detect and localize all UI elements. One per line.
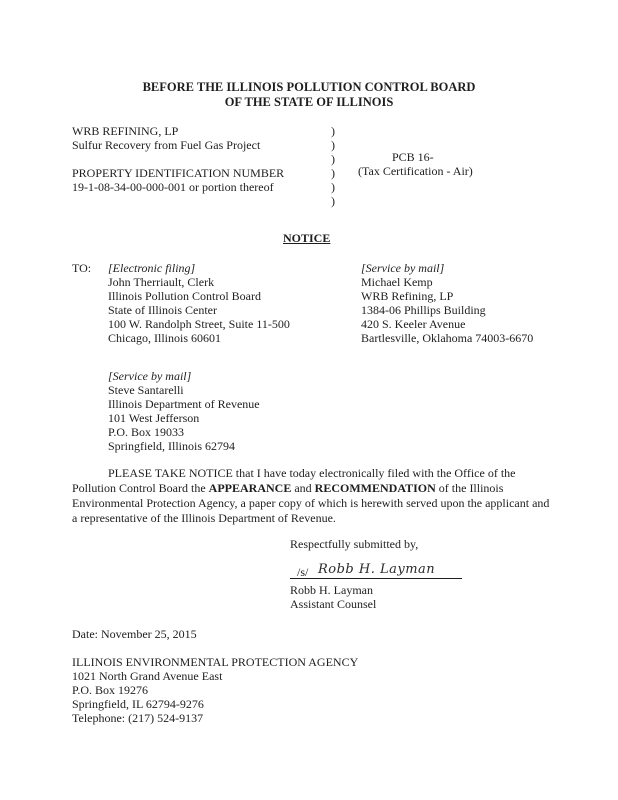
project-name: Sulfur Recovery from Fuel Gas Project [72, 138, 261, 152]
signature-line [290, 578, 462, 579]
delivery-method: [Electronic filing] [108, 261, 196, 275]
address-line: WRB Refining, LP [361, 289, 454, 303]
agency-city: Springfield, IL 62794-9276 [72, 697, 204, 711]
bracket: ) [331, 124, 335, 138]
agency-telephone: Telephone: (217) 524-9137 [72, 711, 204, 725]
closing-line: Respectfully submitted by, [290, 537, 419, 551]
signature-script: Robb H. Layman [318, 562, 436, 577]
signature-prefix: /s/ [297, 565, 309, 579]
address-line: John Therriault, Clerk [108, 275, 215, 289]
delivery-method: [Service by mail] [108, 369, 192, 383]
to-label: TO: [72, 261, 92, 275]
caption-blank [72, 152, 284, 166]
bracket: ) [331, 138, 335, 152]
address-line: Illinois Pollution Control Board [108, 289, 262, 303]
address-line: Illinois Department of Revenue [108, 397, 260, 411]
agency-po-box: P.O. Box 19276 [72, 683, 149, 697]
agency-name: ILLINOIS ENVIRONMENTAL PROTECTION AGENCY [72, 655, 359, 669]
address-line: 101 West Jefferson [108, 411, 200, 425]
caption-left [72, 124, 284, 194]
pin-label: PROPERTY IDENTIFICATION NUMBER [72, 166, 285, 180]
agency-block [72, 655, 358, 725]
board-heading-line1: BEFORE THE ILLINOIS POLLUTION CONTROL BOARD [142, 80, 476, 94]
address-line: Michael Kemp [361, 275, 433, 289]
agency-address: 1021 North Grand Avenue East [72, 669, 223, 683]
bracket: ) [331, 166, 335, 180]
body-recommendation: RECOMMENDATION [314, 481, 436, 495]
date-line: Date: November 25, 2015 [72, 627, 197, 641]
case-number: PCB 16- [392, 150, 434, 164]
address-line: Springfield, Illinois 62794 [108, 439, 235, 453]
board-heading-line2: OF THE STATE OF ILLINOIS [224, 95, 394, 109]
address-line: 1384-06 Phillips Building [361, 303, 486, 317]
bracket: ) [331, 152, 335, 166]
signer-block [290, 583, 376, 611]
bracket: ) [331, 194, 335, 208]
delivery-method: [Service by mail] [361, 261, 445, 275]
body-text: and [291, 481, 315, 495]
address-line: P.O. Box 19033 [108, 425, 185, 439]
caption-brackets [331, 124, 335, 208]
notice-title: NOTICE [283, 231, 331, 245]
address-line: State of Illinois Center [108, 303, 217, 317]
recipient-applicant [361, 261, 533, 345]
case-type: (Tax Certification - Air) [358, 164, 473, 178]
recipient-revenue [108, 369, 260, 453]
address-line: Bartlesville, Oklahoma 74003-6670 [361, 331, 534, 345]
signer-title: Assistant Counsel [290, 597, 377, 611]
address-line: Steve Santarelli [108, 383, 184, 397]
notice-paragraph [72, 466, 550, 526]
recipient-clerk [108, 261, 290, 345]
address-line: 100 W. Randolph Street, Suite 11-500 [108, 317, 290, 331]
petitioner-name: WRB REFINING, LP [72, 124, 179, 138]
signer-name: Robb H. Layman [290, 583, 373, 597]
body-appearance: APPEARANCE [208, 481, 292, 495]
body-text: PLEASE TAKE NOTICE that I have today electronically filed with the Office of the Pollution Control Board the [72, 466, 516, 495]
address-line: 420 S. Keeler Avenue [361, 317, 466, 331]
pin-number: 19-1-08-34-00-000-001 or portion thereof [72, 180, 274, 194]
body-text: of the Illinois Environmental Protection Agency, a paper copy of which is herewith served upon the applicant and a representative of the Illinois Department of Revenue. [72, 481, 550, 525]
address-line: Chicago, Illinois 60601 [108, 331, 221, 345]
bracket: ) [331, 180, 335, 194]
